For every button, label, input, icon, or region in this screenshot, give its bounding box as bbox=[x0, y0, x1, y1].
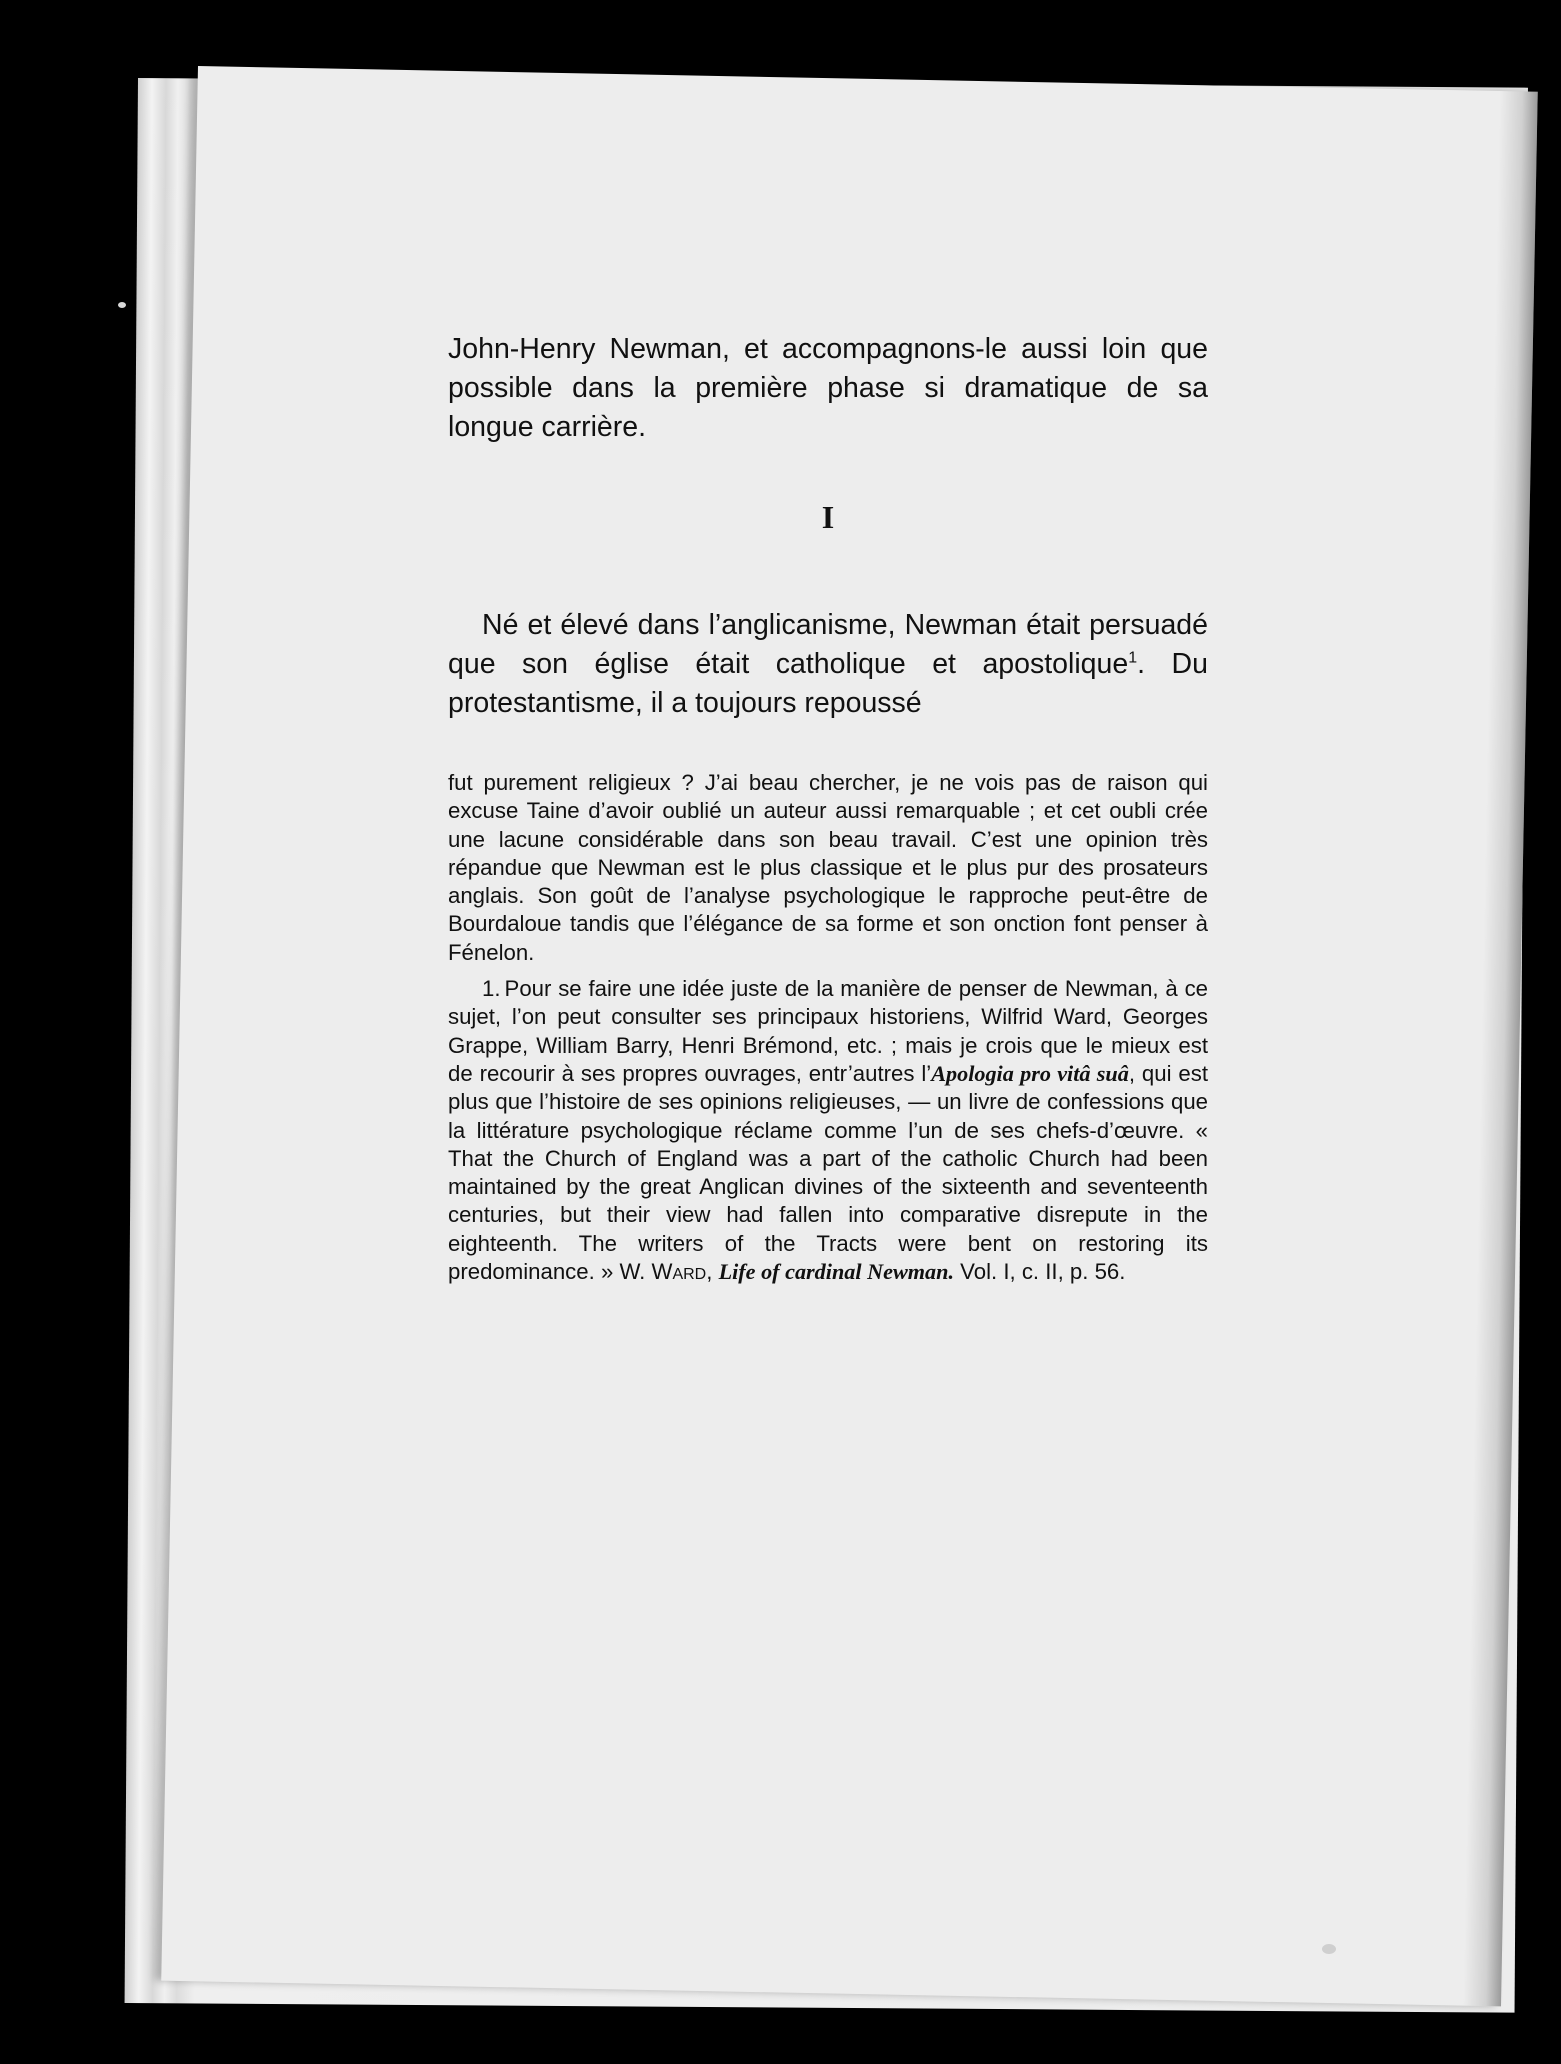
paper-speck bbox=[118, 302, 126, 308]
author-name: Ward bbox=[651, 1259, 707, 1285]
footnote-citation: Vol. I, c. II, p. 56. bbox=[954, 1259, 1126, 1285]
footnote-continued: fut purement religieux ? J’ai beau chercher, je ne vois pas de raison qui excuse Taine d’avoir oublié un auteur aussi remarquable ; et cet oubli crée une lacune considérable dans son beau travail. C’est une opinion très répandue que Newman est le plus classique et le plus pur des prosateurs anglais. Son goût de l’analyse psychologique le rapproche peut-être de Bourdaloue tandis que l’élégance de sa forme et son onction font penser à Fénelon. bbox=[448, 770, 1208, 965]
footnote-number: 1. bbox=[482, 976, 501, 1002]
footnote-text: Pour se faire une idée juste de la manière de penser de Newman, à ce sujet, l’on peut consulter ses principaux historiens, Wilfrid Ward, Georges Grappe, William Barry, Henri Brémond, etc. ; mais je crois que le mieux est de recourir à ses propres ouvrages, entr’autres l’ bbox=[448, 976, 1208, 1086]
body-paragraph bbox=[448, 606, 1208, 723]
footnote-text: , bbox=[706, 1259, 719, 1285]
paper-speck bbox=[1322, 1944, 1336, 1954]
footnote-text: , qui est plus que l’histoire de ses opinions religieuses, — un livre de confessions que la littérature psychologique réclame comme l’un de ses chefs-d’œuvre. « That the Church of England was a part of the catholic Church had been maintained by the great Anglican divines of the sixteenth and seventeenth centuries, but their view had fallen into comparative disrepute in the eighteenth. The writers of the Tracts were bent on restoring its predominance. » W. bbox=[448, 1060, 1208, 1285]
book-title-life: Life of cardinal Newman. bbox=[718, 1259, 954, 1285]
footnote-1 bbox=[448, 975, 1208, 1286]
opening-lines: John-Henry Newman, et accompagnons-le aussi loin que possible dans la première phase si dramatique de sa longue carrière. bbox=[448, 333, 1208, 443]
book-title-apologia: Apologia pro vitâ suâ bbox=[931, 1060, 1129, 1086]
paragraph-text: Né et élevé dans l’anglicanisme, Newman était persuadé que son église était catholique et apostolique bbox=[448, 609, 1208, 680]
page-text bbox=[448, 330, 1208, 1286]
footnotes-section bbox=[448, 769, 1208, 1286]
footnote-marker: 1 bbox=[1128, 649, 1138, 667]
paragraph-text-continued: . Du protestantisme, il a toujours repoussé bbox=[448, 648, 1208, 719]
section-heading: I bbox=[821, 499, 835, 535]
